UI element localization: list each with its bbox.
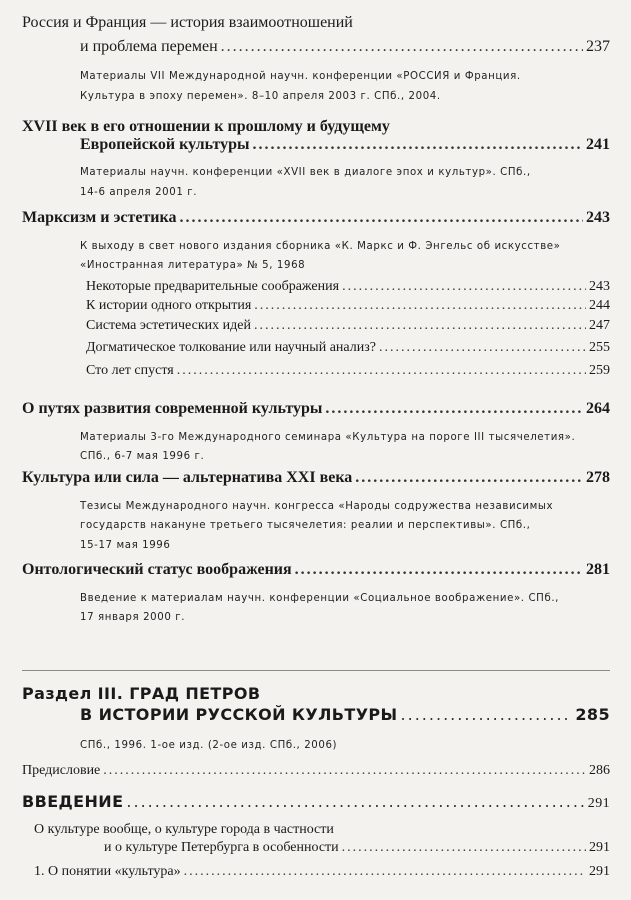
toc-subentry[interactable] (86, 298, 610, 314)
leader-dots (126, 792, 584, 811)
toc-entry[interactable] (34, 864, 610, 880)
section-divider (22, 670, 610, 671)
leader-dots (103, 763, 586, 779)
page-number: 244 (589, 298, 610, 313)
toc-section-entry[interactable] (80, 705, 610, 724)
page-number: 255 (589, 340, 610, 355)
toc-note: «Иностранная литература» № 5, 1968 (80, 260, 306, 271)
page-number: 237 (586, 38, 610, 55)
section-note: СПб., 1996. 1-ое изд. (2-ое изд. СПб., 2006) (80, 740, 338, 751)
toc-note: Материалы научн. конференции «XVII век в диалоге эпох и культур». СПб., (80, 167, 531, 178)
page-number: 243 (589, 279, 610, 294)
toc-subentry-title: Сто лет спустя (86, 363, 174, 378)
page-number: 241 (586, 136, 610, 153)
leader-dots (342, 840, 586, 856)
leader-dots (401, 705, 573, 724)
leader-dots (379, 340, 586, 356)
toc-subentry[interactable] (86, 279, 610, 295)
toc-note: государств накануне третьего тысячелетия: реалии и перспективы». СПб., (80, 520, 531, 531)
toc-entry-title: Марксизм и эстетика (22, 209, 177, 226)
leader-dots (254, 318, 586, 334)
toc-note: 17 января 2000 г. (80, 612, 186, 623)
toc-note: Материалы VII Международной научн. конференции «РОССИЯ и Франция. (80, 71, 521, 82)
toc-note: Введение к материалам научн. конференции «Социальное воображение». СПб., (80, 593, 560, 604)
toc-entry-title: XVII век в его отношении к прошлому и будущему (22, 118, 390, 135)
toc-entry-title: ВВЕДЕНИЕ (22, 792, 124, 811)
toc-entry[interactable] (80, 136, 610, 154)
toc-entry-title: 1. О понятии «культура» (34, 864, 181, 879)
toc-entry[interactable] (22, 209, 610, 227)
leader-dots (184, 864, 586, 880)
toc-subentry-title: Система эстетических идей (86, 318, 251, 333)
leader-dots (295, 561, 583, 579)
toc-note: Тезисы Международного научн. конгресса «Народы содружества независимых (80, 501, 554, 512)
toc-entry-title: Европейской культуры (80, 136, 250, 153)
toc-entry-title: Предисловие (22, 763, 101, 778)
toc-entry[interactable] (22, 763, 610, 779)
page-number: 281 (586, 561, 610, 578)
toc-subentry-title: Догматическое толкование или научный анализ? (86, 340, 376, 355)
toc-subentry[interactable] (86, 318, 610, 334)
page-number: 291 (589, 864, 610, 879)
toc-entry[interactable] (22, 561, 610, 579)
toc-note: Материалы 3-го Международного семинара «Культура на пороге III тысячелетия». (80, 432, 576, 443)
toc-note: 15-17 мая 1996 (80, 540, 171, 551)
toc-note: К выходу в свет нового издания сборника «К. Маркс и Ф. Энгельс об искусстве» (80, 241, 561, 252)
page-number: 291 (589, 840, 610, 855)
toc-note: СПб., 6-7 мая 1996 г. (80, 451, 205, 462)
toc-note: 14-6 апреля 2001 г. (80, 187, 198, 198)
page-number: 264 (586, 400, 610, 417)
toc-entry-title: О путях развития современной культуры (22, 400, 323, 417)
toc-subentry-title: Некоторые предварительные соображения (86, 279, 340, 294)
page-number: 278 (586, 469, 610, 486)
leader-dots (355, 469, 583, 487)
page-number: 285 (575, 705, 610, 724)
toc-subentry[interactable] (86, 363, 610, 379)
section-title: В ИСТОРИИ РУССКОЙ КУЛЬТУРЫ (80, 705, 398, 724)
page-number: 247 (589, 318, 610, 333)
toc-entry-title: и о культуре Петербурга в особенности (104, 840, 339, 855)
leader-dots (254, 298, 586, 314)
leader-dots (325, 400, 583, 418)
toc-entry[interactable] (22, 400, 610, 418)
page-number: 259 (589, 363, 610, 378)
page-number: 286 (589, 763, 610, 778)
toc-entry[interactable] (22, 792, 610, 812)
leader-dots (177, 363, 586, 379)
toc-subentry-title: К истории одного открытия (86, 298, 252, 313)
leader-dots (253, 136, 583, 154)
toc-entry[interactable] (22, 469, 610, 487)
toc-entry[interactable] (80, 38, 610, 56)
toc-entry[interactable] (104, 840, 610, 856)
toc-note: Культура в эпоху перемен». 8–10 апреля 2003 г. СПб., 2004. (80, 91, 441, 102)
toc-subentry[interactable] (86, 340, 610, 356)
toc-entry-title: Россия и Франция — история взаимоотношений (22, 14, 353, 31)
leader-dots (221, 38, 583, 56)
toc-entry-title: и проблема перемен (80, 38, 218, 55)
leader-dots (180, 209, 584, 227)
page-number: 243 (586, 209, 610, 226)
page-number: 291 (587, 796, 610, 811)
toc-entry-title: Онтологический статус воображения (22, 561, 292, 578)
leader-dots (342, 279, 586, 295)
toc-entry-title: О культуре вообще, о культуре города в частности (34, 822, 334, 837)
toc-entry-title: Культура или сила — альтернатива XXI века (22, 469, 353, 486)
section-title: Раздел III. ГРАД ПЕТРОВ (22, 684, 261, 703)
